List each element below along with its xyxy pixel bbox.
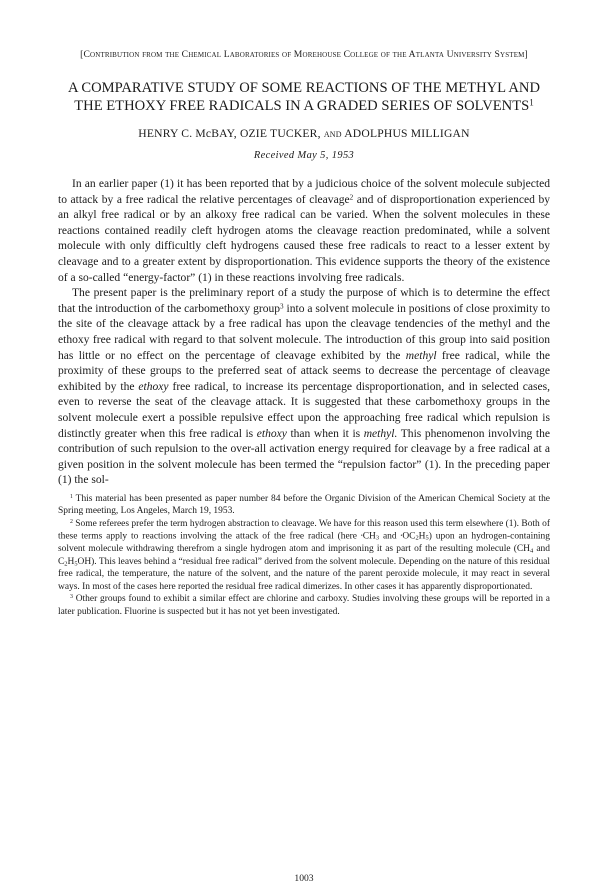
footnote-3-mark: 3 (70, 594, 73, 601)
paragraph-2-text-c: free radical, while the proximity of these groups to the preferred seat of attack seems to decrease the percentage of cleavage exhibited by the (58, 349, 551, 393)
subscript-2b: 2 (64, 559, 68, 567)
italic-ethoxy: ethoxy (138, 380, 169, 393)
contribution-text: [Contribution from the Chemical Laboratories of Morehouse College of the Atlanta University System] (80, 49, 528, 60)
authors-part-2: ADOLPHUS MILLIGAN (344, 127, 470, 140)
formula-ch: CH (362, 531, 376, 542)
article-body (58, 177, 550, 489)
footnote-1-text: This material has been presented as paper number 84 before the Organic Division of the American Chemical Society at the Spring meeting, Los Angeles, March 19, 1953. (58, 493, 550, 517)
paragraph-1-text-a: In an earlier paper (1) it has been reported that by a judicious choice of the solvent molecule subjected to attack by a free radical the relative percentages of cleavage (58, 178, 550, 206)
footnote-2-text-c: and C (58, 544, 550, 567)
footnote-2-text-b: ) upon an hydrogen-containing solvent molecule withdrawing therefrom a single hydrogen atom and imprisoning it as part of the resulting molecule (CH (58, 531, 550, 555)
paragraph-2-text-f: This phenomenon involving the contribution of such repulsion to the over-all activation energy required for cleavage by a free radical at a given position in the solvent molecule has been termed the “repulsion factor” (1). In the preceding paper (1) the sol- (58, 427, 550, 487)
page-number: 1003 (294, 873, 314, 884)
paragraph-2-text-d: free radical, to increase its percentage disproportionation, and in selected cases, even to reverse the seat of the cleavage attack. It is suggested that these carbomethoxy groups in the solvent molecule exert a possible repulsive effect upon the approaching free radical which repulsion is distinctly greater when this free radical is (58, 380, 550, 440)
italic-methyl-2: methyl. (363, 427, 398, 440)
paragraph-1-text-b: and of disproportionation experienced by an alkyl free radical or by an alkoxy free radical can be varied. When the solvent molecules in these reactions contained readily cleft hydrogen atoms the cleavage reaction predominated, while a solvent molecule with only difficultly cleft hydrogens caused these free radicals to react to a lesser extent by cleavage and to a greater extent by disproportionation. This evidence supports the theory of the existence of a so-called “energy-factor” (1) in these reactions involving free radicals. (58, 193, 550, 284)
italic-methyl: methyl (405, 349, 437, 362)
footnote-3 (58, 593, 550, 618)
footnotes (58, 493, 550, 618)
formula-oc: OC (402, 531, 416, 542)
footnote-1 (58, 493, 550, 518)
subscript-4: 4 (530, 547, 534, 555)
paragraph-2 (58, 286, 550, 489)
footnote-2 (58, 518, 550, 593)
authors-part-1: HENRY C. McBAY, OZIE TUCKER, (138, 127, 321, 140)
paragraph-2-text-e: than when it is (286, 427, 364, 440)
received-date: Received May 5, 1953 (253, 150, 355, 161)
footnote-3-text: Other groups found to exhibit a similar effect are chlorine and carboxy. Studies involving these groups will be reported in a later publication. Fluorine is suspected but it has not yet been investigated. (58, 594, 550, 617)
paragraph-2-text-a: The present paper is the preliminary report of a study the purpose of which is to determine the effect that the introduction of the carbomethoxy group (58, 287, 550, 315)
paragraph-1 (58, 177, 550, 286)
title-footnote-mark: 1 (529, 97, 534, 108)
paragraph-2-text-b: into a solvent molecule in positions of close proximity to the site of the cleavage attack by a free radical has upon the cleavage tendencies of the methyl and the ethoxy free radical with regard to that solvent molecule. The introduction of this group into said position has little or no effect on the percentage of cleavage exhibited by the (58, 302, 551, 362)
authors-and: and (323, 127, 342, 140)
footnote-ref-3: 3 (280, 302, 284, 311)
footnote-2-mark: 2 (70, 518, 73, 525)
radical-dot-2: • (400, 533, 403, 540)
contribution-header (76, 48, 532, 61)
footnote-2-text-a: Some referees prefer the term hydrogen abstraction to cleavage. We have for this reason used this term elsewhere (1). Both of these terms apply to reactions involving the attack of the free radical (here (58, 518, 550, 542)
footnote-2-text-d: OH). This leaves behind a “residual free radical” derived from the solvent molecule. Depending on the nature of this residual free radical, the temperature, the nature of the solvent, and the nature of the parent peroxide molecule, it may react in several ways. In most of the cases here reported the residual free radical dimerizes. In other cases it has apparently disproportionated. (58, 556, 550, 592)
author-line (58, 127, 550, 141)
subscript-3: 3 (375, 534, 380, 542)
radical-dot: • (360, 533, 363, 540)
article-title (58, 79, 550, 115)
title-text: A COMPARATIVE STUDY OF SOME REACTIONS OF THE METHYL AND THE ETHOXY FREE RADICALS IN A GRADED SERIES OF SOLVENTS (67, 80, 541, 114)
subscript-5: 5 (425, 534, 429, 542)
footnote-1-mark: 1 (70, 493, 73, 500)
formula-h-2: H (67, 556, 75, 567)
subscript-5b: 5 (74, 559, 78, 567)
footnote-ref-2: 2 (349, 193, 354, 202)
formula-h: H (418, 531, 426, 542)
footnote-2-and: and (379, 531, 401, 542)
italic-ethoxy-2: ethoxy (256, 427, 287, 440)
subscript-2: 2 (415, 534, 419, 542)
